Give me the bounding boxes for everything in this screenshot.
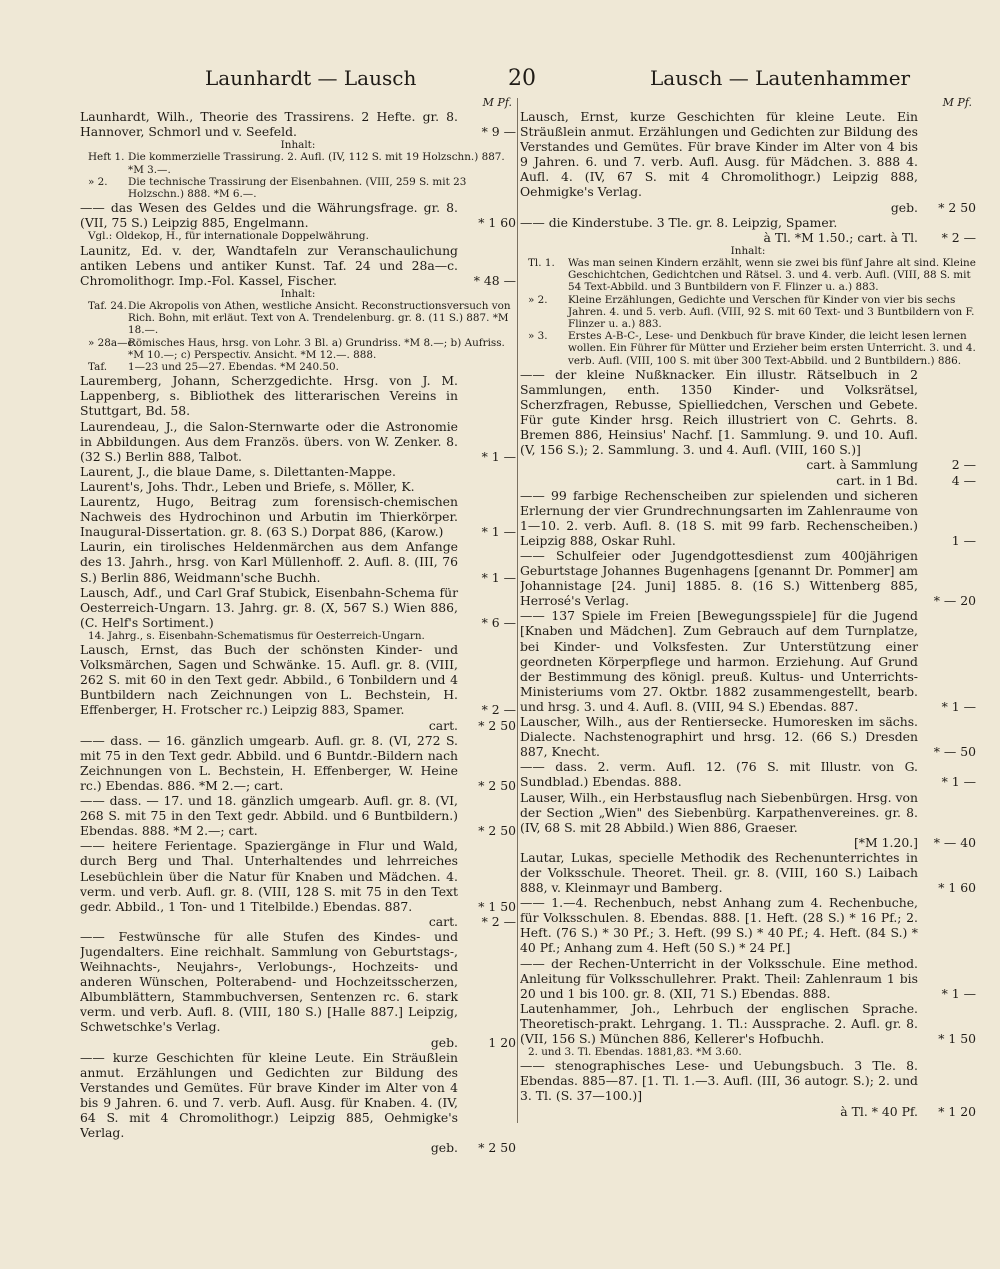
binding-label: cart. à Sammlung	[806, 457, 918, 473]
price: * 48 —	[473, 272, 516, 288]
contents-item-text: Kleine Erzählungen, Gedichte und Verschen für Kinder von vier bis sechs Jahren. 4. und 5. verb. Aufl. (VIII, 92 S. mit 60 Text- und 3 Buntbildern von F. Flinzer u. a.) 883.	[568, 293, 975, 331]
price: * 2 —	[481, 702, 516, 718]
bibliography-entry	[80, 243, 516, 288]
bibliography-entry	[520, 714, 976, 759]
binding-price-line	[520, 230, 976, 245]
price: * 2 —	[941, 229, 976, 245]
price: * 1 —	[941, 698, 976, 714]
bibliography-entry	[520, 488, 976, 548]
price: * 1 50	[478, 898, 516, 914]
contents-item-text: Römisches Haus, hrsg. von Lohr. 3 Bl. a) Grundriss. *M 8.—; b) Aufriss. *M 10.—; c) Perspectiv. Ansicht. *M 12.—. 888.	[128, 336, 505, 361]
contents-item-text: Die Akropolis von Athen, westliche Ansicht. Reconstructionsversuch von Rich. Bohn, mit erläut. Text von A. Trendelenburg. gr. 8. (11 S.) 887. *M 18.—.	[128, 300, 511, 337]
price: * 2 —	[481, 913, 516, 929]
bibliography-entry	[80, 642, 516, 717]
binding-label: geb.	[890, 199, 918, 215]
bibliography-entry	[520, 895, 976, 955]
bibliography-entry	[520, 109, 976, 200]
price: * 2 50	[478, 1140, 516, 1156]
currency-header-left: M Pf.	[482, 96, 512, 109]
bibliography-entry	[80, 479, 516, 494]
contents-item-label: » 3.	[528, 330, 548, 343]
entry-text: Lauser, Wilh., ein Herbstausflug nach Siebenbürgen. Hrsg. von der Section „Wien" des Siebenbürg. Karpathenvereines. gr. 8. (IV, 68 S. mit 28 Abbild.) Wien 886, Graeser.	[520, 789, 918, 835]
bibliography-entry	[80, 733, 516, 793]
bibliography-entry	[520, 1001, 976, 1046]
entry-text: —— dass. — 16. gänzlich umgearb. Aufl. gr. 8. (VI, 272 S. mit 75 in den Text gedr. Abbild. und 6 Buntdr.-Bildern nach Zeichnungen von L. Bechstein, H. Effenberger, W. Heine rc.) Ebendas. 886. *M 2.—; cart.	[80, 732, 458, 793]
contents-heading: Inhalt:	[280, 287, 316, 300]
contents-item-text: Erstes A-B-C-, Lese- und Denkbuch für brave Kinder, die leicht lesen lernen wollen. Ein Führer für Mütter und Erzieher beim ersten Unterricht. 3. und 4. verb. Aufl. (VIII, 100 S. mit über 300 Text-Abbild. und 2 Buntbildern.) 886.	[568, 330, 976, 367]
left-column	[80, 96, 516, 1186]
cross-reference-note	[528, 1046, 976, 1058]
price: * 1 —	[941, 985, 976, 1001]
price: * 1 —	[481, 524, 516, 540]
currency-header-right: M Pf.	[942, 96, 972, 109]
binding-label: à Tl. * 40 Pf.	[840, 1103, 918, 1119]
entry-text: Launhardt, Wilh., Theorie des Trassirens. 2 Hefte. gr. 8. Hannover, Schmorl und v. Seefeld.	[80, 109, 458, 140]
bibliography-entry	[520, 790, 976, 835]
price: 1 —	[951, 532, 976, 548]
binding-price-line	[520, 835, 976, 850]
bibliography-entry	[80, 200, 516, 230]
bibliography-entry	[80, 539, 516, 584]
bibliography-entry	[520, 608, 976, 714]
entry-text: Laurent, J., die blaue Dame, s. Dilettanten-Mappe.	[80, 463, 396, 479]
bibliography-entry	[520, 1058, 976, 1103]
contents-item-label: Heft 1.	[88, 151, 125, 164]
contents-item	[88, 176, 516, 200]
price: * — 50	[933, 744, 976, 760]
entry-text: —— kurze Geschichten für kleine Leute. Ein Sträußlein anmut. Erzählungen und Gedichten zur Bildung des Verstandes und Gemütes. Für brave Kinder im Alter von 4 bis 9 Jahren. 6. und 7. verb. Aufl. Ausg. für Knaben. 4. (IV, 64 S. mit 4 Chromolithogr.) Leipzig 885, Oehmigke's Verlag.	[80, 1049, 458, 1141]
binding-label: geb.	[430, 1034, 458, 1050]
price: * 2 50	[938, 199, 976, 215]
entry-text: —— die Kinderstube. 3 Tle. gr. 8. Leipzig, Spamer.	[520, 214, 838, 230]
page-header-right: Lausch — Lautenhammer	[650, 66, 911, 90]
entry-text: —— Schulfeier oder Jugendgottesdienst zum 400jährigen Geburtstage Johannes Bugenhagens [genannt Dr. Pommer] am Johannistage [24. Juni] 1885. 8. (16 S.) Wittenberg 885, Herrosé's Verlag.	[520, 548, 918, 609]
contents-item-text: 1—23 und 25—27. Ebendas. *M 240.50.	[128, 361, 339, 374]
contents-item-label: » 2.	[528, 293, 548, 306]
price: * 1 —	[481, 448, 516, 464]
price: * 2 50	[478, 777, 516, 793]
entry-text: —— Festwünsche für alle Stufen des Kindes- und Jugendalters. Eine reichhalt. Sammlung von Geburtstags-, Weihnachts-, Neujahrs-, Verlobungs-, Hochzeits- und anderen Wünschen, Polterabend- und Hochzeitsscherzen, Albumblättern, Stammbuchversen, Sentenzen rc. 6. stark verm. und verb. Aufl. 8. (VIII, 180 S.) [Halle 887.] Leipzig, Schwetschke's Verlag.	[80, 928, 458, 1035]
bibliography-entry	[520, 215, 976, 230]
bibliography-entry	[80, 929, 516, 1035]
contents-item	[88, 151, 516, 175]
entry-text: —— 99 farbige Rechenscheiben zur spielenden und sicheren Erlernung der vier Grundrechnungsarten im Zahlenraume von 1—10. 2. verb. Aufl. 8. (18 S. mit 99 farb. Rechenscheiben.) Leipzig 888, Oskar Ruhl.	[520, 487, 918, 548]
entry-text: 14. Jahrg., s. Eisenbahn-Schematismus für Oesterreich-Ungarn.	[88, 629, 425, 642]
bibliography-entry	[520, 548, 976, 608]
cross-reference-note	[88, 630, 516, 642]
price: * 2 50	[478, 823, 516, 839]
binding-price-line	[520, 1104, 976, 1119]
left-entry-list	[80, 109, 516, 1155]
right-column	[520, 96, 976, 1186]
contents-item-text: Was man seinen Kindern erzählt, wenn sie zwei bis fünf Jahre alt sind. Kleine Geschichtchen, Gedichtchen und Rätsel. 3. und 4. verb. Aufl. (VIII, 88 S. mit 54 Text-Abbild. und 3 Buntbildern von F. Flinzer u. a.) 883.	[568, 257, 976, 294]
entry-text: —— der kleine Nußknacker. Ein illustr. Rätselbuch in 2 Sammlungen, enth. 1350 Kinder- und Volksrätsel, Scherzfragen, Rebusse, Spielliedchen, Verschen und Gebete. Für gute Kinder hrsg. Reich illustriert von C. Gehrts. 8. Bremen 886, Heinsius' Nachf. [1. Sammlung. 9. und 10. Aufl. (V, 156 S.); 2. Sammlung. 3. und 4. Aufl. (VIII, 160 S.)]	[520, 366, 918, 458]
entry-text: Laurendeau, J., die Salon-Sternwarte oder die Astronomie in Abbildungen. Aus dem Französ. übers. von W. Zenker. 8. (32 S.) Berlin 888, Talbot.	[80, 418, 458, 464]
contents-item	[528, 257, 976, 294]
price: * 1 —	[481, 569, 516, 585]
entry-text: —— 137 Spiele im Freien [Bewegungsspiele] für die Jugend [Knaben und Mädchen]. Zum Gebrauch auf dem Turnplatze, bei Kinder- und Volksfesten. Zur Unterstützung einer geordneten Körperpflege und harmon. Erziehung. Auf Grund der Bestimmung des königl. preuß. Kultus- und Unterrichts-Ministeriums vom 27. Oktbr. 1882 zusammengestellt, bearb. und hrsg. 3. und 4. Aufl. 8. (VIII, 94 S.) Ebendas. 887.	[520, 608, 918, 714]
binding-price-line	[520, 200, 976, 215]
entry-text: —— stenographisches Lese- und Uebungsbuch. 3 Tle. 8. Ebendas. 885—87. [1. Tl. 1.—3. Aufl. (III, 36 autogr. S.); 2. und 3. Tl. (S. 37—100.)]	[520, 1058, 918, 1104]
entry-text: —— dass. 2. verm. Aufl. 12. (76 S. mit Illustr. von G. Sundblad.) Ebendas. 888.	[520, 759, 918, 790]
binding-price-line	[520, 457, 976, 472]
bibliography-entry	[80, 109, 516, 139]
entry-text: Launitz, Ed. v. der, Wandtafeln zur Veranschaulichung antiken Lebens und antiker Kunst. Taf. 24 und 28a—c. Chromolithogr. Imp.-Fol. Kassel, Fischer.	[80, 242, 458, 288]
contents-item	[88, 337, 516, 361]
bibliography-entry	[80, 419, 516, 464]
price: * 1 —	[941, 774, 976, 790]
bibliography-entry	[80, 585, 516, 630]
price: 2 —	[951, 457, 976, 473]
binding-label: cart. in 1 Bd.	[836, 472, 918, 488]
entry-text: Lautar, Lukas, specielle Methodik des Rechenunterrichtes in der Volksschule. Theoret. Theil. gr. 8. (VIII, 160 S.) Laibach 888, v. Kleinmayr und Bamberg.	[520, 849, 918, 896]
page-number: 20	[508, 66, 536, 91]
bibliography-entry	[80, 838, 516, 913]
contents-heading: Inhalt:	[730, 244, 766, 257]
contents-item	[528, 330, 976, 367]
bibliography-entry	[80, 494, 516, 539]
price: 4 —	[951, 472, 976, 488]
entry-text: Laurent's, Johs. Thdr., Leben und Briefe, s. Möller, K.	[80, 478, 415, 494]
price: * 1 60	[478, 215, 516, 231]
price: * 1 60	[938, 880, 976, 896]
bibliography-entry	[80, 793, 516, 838]
price: * — 40	[933, 834, 976, 850]
entry-text: Lauremberg, Johann, Scherzgedichte. Hrsg. von J. M. Lappenberg, s. Bibliothek des litterarischen Vereins in Stuttgart, Bd. 58.	[80, 373, 458, 419]
cross-reference-note	[88, 230, 516, 242]
price: * 1 50	[938, 1031, 976, 1046]
entry-text: Laurin, ein tirolisches Heldenmärchen aus dem Anfange des 13. Jahrh., hrsg. von Karl Müllenhoff. 2. Aufl. 8. (III, 76 S.) Berlin 886, Weidmann'sche Buchh.	[80, 539, 458, 585]
entry-text: Vgl.: Oldekop, H., für internationale Doppelwährung.	[88, 230, 369, 243]
contents-item-label: Taf.	[88, 361, 108, 374]
binding-price-line	[520, 473, 976, 488]
price: 1 20	[488, 1034, 516, 1050]
entry-text: —— heitere Ferientage. Spaziergänge in Flur und Wald, durch Berg und Thal. Unterhaltendes und lehrreiches Lesebüchlein über die Natur für Knaben und Mädchen. 4. verm. und verb. Aufl. gr. 8. (VIII, 128 S. mit 75 in den Text gedr. Abbild., 1 Ton- und 1 Titelbilde.) Ebendas. 887.	[80, 838, 458, 914]
entry-text: Lauscher, Wilh., aus der Rentiersecke. Humoresken im sächs. Dialecte. Nachstenographirt und hrsg. 12. (66 S.) Dresden 887, Knecht.	[520, 714, 918, 760]
bibliography-entry	[520, 850, 976, 895]
bibliography-entry	[80, 1050, 516, 1141]
binding-label: cart.	[428, 913, 458, 929]
bibliography-entry	[520, 367, 976, 458]
contents-heading: Inhalt:	[280, 139, 316, 152]
contents-item-label: » 28a—c.	[88, 336, 137, 349]
entry-text: 2. und 3. Tl. Ebendas. 1881,83. *M 3.60.	[528, 1046, 742, 1059]
contents-item-label: Taf. 24.	[88, 300, 127, 313]
page-header-left: Launhardt — Lausch	[205, 66, 417, 90]
entry-text: Lautenhammer, Joh., Lehrbuch der englischen Sprache. Theoretisch-prakt. Lehrgang. 1. Tl.: Aussprache. 2. Aufl. gr. 8. (VII, 156 S.) München 886, Kellerer's Hofbuchh.	[520, 1000, 918, 1046]
bibliography-entry	[520, 956, 976, 1001]
binding-label: geb.	[430, 1140, 458, 1156]
contents-item	[88, 300, 516, 337]
price: * — 20	[933, 593, 976, 609]
binding-label: à Tl. *M 1.50.; cart. à Tl.	[763, 229, 918, 245]
entry-text: —— das Wesen des Geldes und die Währungsfrage. gr. 8. (VII, 75 S.) Leipzig 885, Engelmann.	[80, 200, 458, 231]
binding-label: cart.	[428, 717, 458, 733]
entry-text: Lausch, Ernst, das Buch der schönsten Kinder- und Volksmärchen, Sagen und Schwänke. 15. Aufl. gr. 8. (VIII, 262 S. mit 60 in den Text gedr. Abbild., 6 Tonbildern und 4 Buntbildern nach Zeichnungen von L. Bechstein, H. Effenberger, H. Frotscher rc.) Leipzig 883, Spamer.	[80, 642, 458, 718]
binding-price-line	[80, 914, 516, 929]
price: * 9 —	[481, 124, 516, 140]
contents-item-text: Die kommerzielle Trassirung. 2. Aufl. (IV, 112 S. mit 19 Holzschn.) 887. *M 3.—.	[128, 151, 505, 176]
contents-item-text: Die technische Trassirung der Eisenbahnen. (VIII, 259 S. mit 23 Holzschn.) 888. *M 6.—.	[128, 175, 467, 200]
binding-price-line	[80, 1035, 516, 1050]
contents-item	[528, 294, 976, 331]
contents-item-label: » 2.	[88, 175, 108, 188]
bibliography-entry	[80, 464, 516, 479]
contents-item-label: Tl. 1.	[528, 257, 555, 270]
bibliography-entry	[80, 373, 516, 418]
price: * 2 50	[478, 717, 516, 733]
price: * 6 —	[481, 614, 516, 630]
contents-item	[88, 361, 516, 373]
binding-price-line	[80, 718, 516, 733]
entry-text: Laurentz, Hugo, Beitrag zum forensisch-chemischen Nachweis des Hydrochinon und Arbutin im Thierkörper. Inaugural-Dissertation. gr. 8. (63 S.) Dorpat 886, (Karow.)	[80, 494, 458, 540]
binding-label: [*M 1.20.]	[853, 834, 918, 850]
right-entry-list	[520, 109, 976, 1119]
entry-text: —— 1.—4. Rechenbuch, nebst Anhang zum 4. Rechenbuche, für Volksschulen. 8. Ebendas. 888. [1. Heft. (28 S.) * 16 Pf.; 2. Heft. (76 S.) * 30 Pf.; 3. Heft. (99 S.) * 40 Pf.; 4. Heft. (84 S.) * 40 Pf.; Anhang zum 4. Heft (50 S.) * 24 Pf.]	[520, 895, 918, 956]
price: * 1 20	[938, 1103, 976, 1119]
bibliography-entry	[520, 759, 976, 789]
column-divider	[517, 98, 518, 1123]
entry-text: Lausch, Adf., und Carl Graf Stubick, Eisenbahn-Schema für Oesterreich-Ungarn. 13. Jahrg. gr. 8. (X, 567 S.) Wien 886, (C. Helf's Sortiment.)	[80, 584, 458, 630]
entry-text: —— dass. — 17. und 18. gänzlich umgearb. Aufl. gr. 8. (VI, 268 S. mit 75 in den Text gedr. Abbild. und 6 Buntbildern.) Ebendas. 888. *M 2.—; cart.	[80, 793, 458, 839]
entry-text: Lausch, Ernst, kurze Geschichten für kleine Leute. Ein Sträußlein anmut. Erzählungen und Gedichten zur Bildung des Verstandes und Gemütes. Für brave Kinder im Alter von 4 bis 9 Jahren. 6. und 7. verb. Aufl. Ausg. für Mädchen. 3. 888 4. Aufl. 4. (IV, 67 S. mit 4 Chromolithogr.) Leipzig 888, Oehmigke's Verlag.	[520, 109, 918, 200]
binding-price-line	[80, 1140, 516, 1155]
entry-text: —— der Rechen-Unterricht in der Volksschule. Eine method. Anleitung für Volksschullehrer. Prakt. Theil: Zahlenraum 1 bis 20 und 1 bis 100. gr. 8. (XII, 71 S.) Ebendas. 888.	[520, 955, 918, 1001]
